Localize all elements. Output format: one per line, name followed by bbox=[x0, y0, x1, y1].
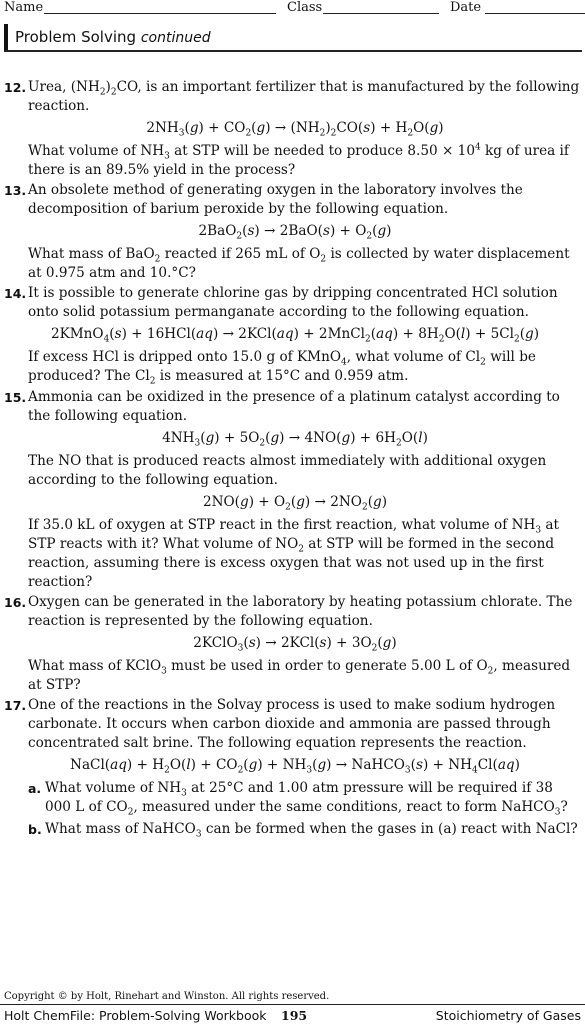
equation: $4NH_3(g) + 5O_2(g) \to 4NO(g) + 6H_2O(l)$ bbox=[162, 430, 428, 449]
question-text: What volume of $NH_3$ at 25°C and 1.00 atm pressure will be required if 38 000 L of $CO_2$, measured under the same conditions, react to form NaHCO$_3$? bbox=[45, 780, 568, 818]
question-text: What mass of KClO$_3$ must be used in order to generate 5.00 L of $O_2$, measured at STP? bbox=[28, 658, 571, 693]
equation: 2KMnO$_4$(s) + 16HCl(aq) → 2KCl(aq) + 2MnCl$_2$(aq) + $8H_2O(l) + 5Cl_2(g)$ bbox=[50, 326, 540, 345]
equation: $2NO(g) + O_2(g) \to 2NO_2(g)$ bbox=[202, 494, 388, 513]
banner-bar bbox=[4, 24, 8, 50]
workbook-title: Holt ChemFile: Problem-Solving Workbook bbox=[4, 1008, 267, 1023]
problem-16 bbox=[4, 593, 582, 695]
equation: $2NH_3(g) + CO_2(g) \to (NH_2)_2CO(s) + H_2O(g)$ bbox=[146, 120, 444, 139]
class-line bbox=[323, 13, 439, 14]
class-label: Class bbox=[287, 0, 323, 15]
problem-text: Urea, $(NH_2)_2CO$, is an important fertilizer that is manufactured by the following reaction. bbox=[28, 79, 580, 114]
problem-number: 14. bbox=[4, 286, 27, 301]
problem-12 bbox=[4, 78, 582, 180]
subquestion-label: b. bbox=[28, 822, 42, 837]
problem-list bbox=[4, 78, 582, 839]
problem-text: One of the reactions in the Solvay process is used to make sodium hydrogen carbonate. It occurs when carbon dioxide and ammonia are passed through concentrated salt brine. The following equation represents the reaction. bbox=[28, 697, 556, 751]
section-title: Stoichiometry of Gases bbox=[435, 1008, 581, 1023]
problem-text: The NO that is produced reacts almost immediately with additional oxygen according to the following equation. bbox=[28, 453, 547, 488]
page-number: 195 bbox=[281, 1008, 308, 1023]
subquestion-b bbox=[28, 820, 582, 839]
name-line bbox=[44, 13, 276, 14]
problem-15 bbox=[4, 388, 582, 592]
banner-title: Problem Solving continued bbox=[15, 28, 211, 46]
question-text: If 35.0 kL of oxygen at STP react in the first reaction, what volume of $NH_3$ at STP reacts with it? What volume of $NO_2$ at STP will be formed in the second reaction, assuming there is excess oxygen that was not used up in the first reaction? bbox=[28, 517, 559, 590]
problem-17 bbox=[4, 696, 582, 839]
problem-number: 12. bbox=[4, 80, 27, 95]
problem-text: It is possible to generate chlorine gas by dripping concentrated HCl solution onto solid potassium permanganate according to the following equation. bbox=[28, 285, 558, 320]
page-header bbox=[0, 0, 585, 18]
problem-text: An obsolete method of generating oxygen in the laboratory involves the decomposition of barium peroxide by the following equation. bbox=[28, 182, 523, 217]
name-label: Name bbox=[4, 0, 44, 15]
problem-number: 17. bbox=[4, 698, 27, 713]
problem-number: 16. bbox=[4, 595, 27, 610]
problem-number: 13. bbox=[4, 183, 27, 198]
section-banner bbox=[4, 24, 582, 52]
copyright-line: Copyright © by Holt, Rinehart and Winston. All rights reserved. bbox=[4, 991, 330, 1002]
subquestion-label: a. bbox=[28, 781, 42, 796]
equation: 2KClO$_3$(s) → $2KCl(s) + 3O_2(g)$ bbox=[193, 635, 397, 654]
problem-13 bbox=[4, 181, 582, 283]
date-line bbox=[485, 13, 585, 14]
subquestion-a bbox=[28, 779, 582, 817]
question-text: If excess HCl is dripped onto 15.0 g of KMnO$_4$, what volume of $Cl_2$ will be produced? The $Cl_2$ is measured at 15°C and 0.959 atm. bbox=[28, 349, 536, 387]
page-footer bbox=[0, 1004, 585, 1025]
problem-text: Ammonia can be oxidized in the presence of a platinum catalyst according to the following equation. bbox=[28, 389, 560, 424]
question-text: What mass of NaHCO$_3$ can be formed when the gases in (a) react with NaCl? bbox=[45, 821, 578, 840]
problem-14 bbox=[4, 284, 582, 386]
equation: NaCl(aq) + $H_2O(l) + CO_2(g) + NH_3(g)$ → NaHCO$_3$(s) + $NH_4Cl(aq)$ bbox=[70, 757, 520, 776]
question-text: What volume of $NH_3$ at STP will be needed to produce $8.50 \times 10^4$ kg of urea if there is an 89.5% yield in the process? bbox=[28, 142, 569, 178]
date-label: Date bbox=[450, 0, 482, 15]
equation: $2BaO_2(s) \to 2BaO(s) + O_2(g)$ bbox=[198, 223, 392, 242]
problem-text: Oxygen can be generated in the laboratory by heating potassium chlorate. The reaction is represented by the following equation. bbox=[28, 594, 573, 629]
problem-number: 15. bbox=[4, 390, 27, 405]
question-text: What mass of BaO$_2$ reacted if 265 mL of $O_2$ is collected by water displacement at 0.975 atm and 10.°C? bbox=[28, 246, 570, 281]
